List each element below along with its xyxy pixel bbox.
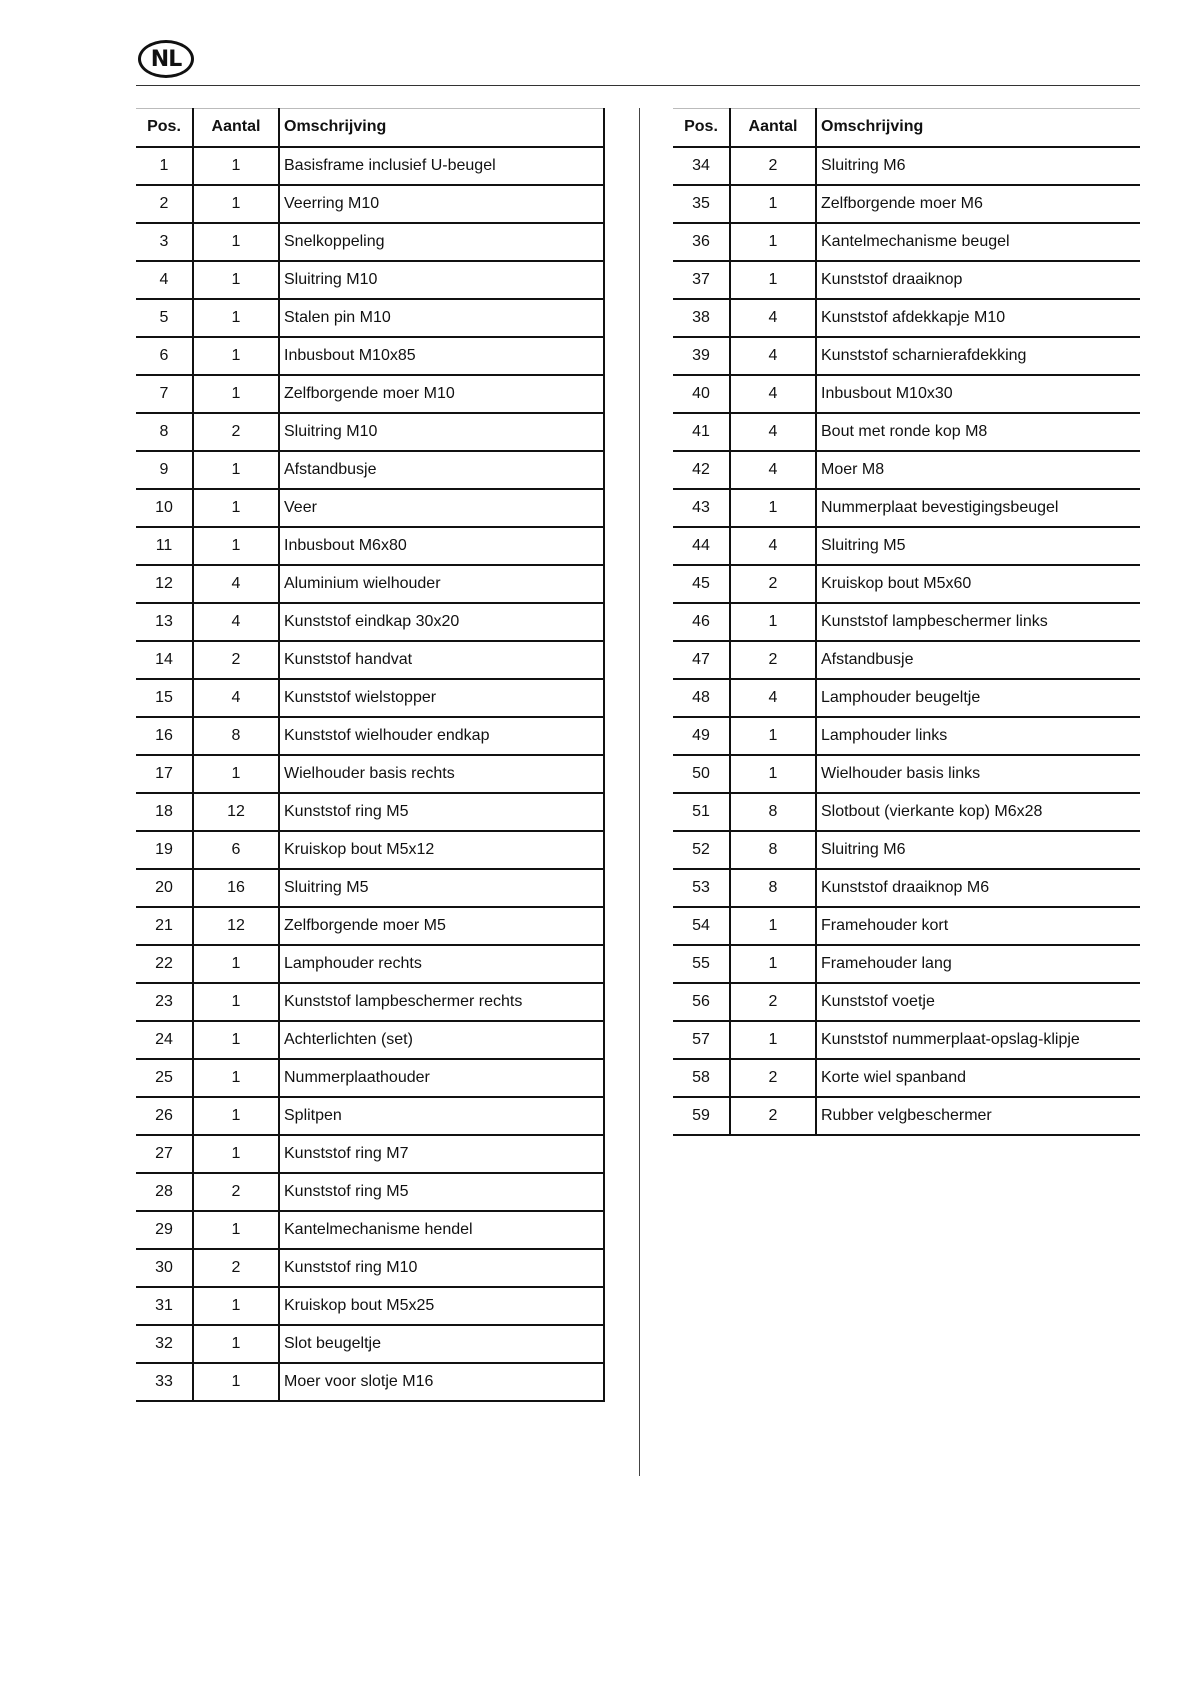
table-row xyxy=(136,147,604,185)
cell-description: Kruiskop bout M5x12 xyxy=(279,831,604,869)
table-row xyxy=(673,755,1140,793)
table-row xyxy=(673,147,1140,185)
cell-quantity: 2 xyxy=(730,565,816,603)
cell-pos: 58 xyxy=(673,1059,730,1097)
table-row xyxy=(136,983,604,1021)
cell-description: Nummerplaathouder xyxy=(279,1059,604,1097)
cell-quantity: 2 xyxy=(730,983,816,1021)
cell-quantity: 1 xyxy=(193,375,279,413)
cell-pos: 56 xyxy=(673,983,730,1021)
cell-description: Kunststof handvat xyxy=(279,641,604,679)
cell-pos: 23 xyxy=(136,983,193,1021)
cell-quantity: 1 xyxy=(193,1287,279,1325)
cell-quantity: 1 xyxy=(193,1059,279,1097)
table-row xyxy=(136,1363,604,1401)
cell-description: Sluitring M5 xyxy=(816,527,1140,565)
cell-pos: 26 xyxy=(136,1097,193,1135)
table-row xyxy=(673,375,1140,413)
table-row xyxy=(136,565,604,603)
cell-pos: 57 xyxy=(673,1021,730,1059)
cell-description: Sluitring M6 xyxy=(816,147,1140,185)
cell-quantity: 2 xyxy=(730,1059,816,1097)
cell-quantity: 2 xyxy=(730,1097,816,1135)
header-pos: Pos. xyxy=(673,109,730,147)
cell-quantity: 12 xyxy=(193,907,279,945)
table-row xyxy=(673,299,1140,337)
cell-pos: 24 xyxy=(136,1021,193,1059)
cell-pos: 11 xyxy=(136,527,193,565)
table-row xyxy=(136,489,604,527)
table-row xyxy=(673,1097,1140,1135)
table-row xyxy=(136,413,604,451)
table-row xyxy=(673,831,1140,869)
parts-table-left xyxy=(136,108,605,1402)
cell-description: Slotbout (vierkante kop) M6x28 xyxy=(816,793,1140,831)
cell-quantity: 4 xyxy=(730,299,816,337)
cell-quantity: 4 xyxy=(730,451,816,489)
table-row xyxy=(673,261,1140,299)
cell-description: Splitpen xyxy=(279,1097,604,1135)
cell-quantity: 1 xyxy=(193,299,279,337)
cell-pos: 59 xyxy=(673,1097,730,1135)
cell-quantity: 1 xyxy=(193,337,279,375)
table-row xyxy=(136,261,604,299)
cell-pos: 6 xyxy=(136,337,193,375)
column-divider xyxy=(639,108,640,1476)
cell-pos: 55 xyxy=(673,945,730,983)
table-row xyxy=(673,489,1140,527)
table-row xyxy=(136,1249,604,1287)
cell-quantity: 4 xyxy=(193,603,279,641)
cell-pos: 47 xyxy=(673,641,730,679)
cell-quantity: 2 xyxy=(730,147,816,185)
cell-description: Veerring M10 xyxy=(279,185,604,223)
cell-quantity: 2 xyxy=(193,413,279,451)
cell-description: Kruiskop bout M5x60 xyxy=(816,565,1140,603)
cell-quantity: 1 xyxy=(193,451,279,489)
cell-quantity: 2 xyxy=(193,1173,279,1211)
cell-description: Wielhouder basis rechts xyxy=(279,755,604,793)
cell-description: Basisframe inclusief U-beugel xyxy=(279,147,604,185)
cell-pos: 52 xyxy=(673,831,730,869)
cell-pos: 19 xyxy=(136,831,193,869)
table-header-row xyxy=(673,109,1140,147)
table-row xyxy=(136,755,604,793)
cell-quantity: 1 xyxy=(193,147,279,185)
cell-quantity: 1 xyxy=(730,185,816,223)
cell-description: Sluitring M10 xyxy=(279,413,604,451)
cell-quantity: 4 xyxy=(730,375,816,413)
cell-pos: 34 xyxy=(673,147,730,185)
cell-pos: 44 xyxy=(673,527,730,565)
cell-description: Lamphouder beugeltje xyxy=(816,679,1140,717)
cell-description: Rubber velgbeschermer xyxy=(816,1097,1140,1135)
cell-pos: 5 xyxy=(136,299,193,337)
table-row xyxy=(673,907,1140,945)
cell-quantity: 8 xyxy=(730,869,816,907)
table-row xyxy=(673,983,1140,1021)
language-badge-nl: NL xyxy=(138,40,194,78)
header-description: Omschrijving xyxy=(279,109,604,147)
table-row xyxy=(673,641,1140,679)
table-header-row xyxy=(136,109,604,147)
cell-quantity: 1 xyxy=(193,489,279,527)
cell-quantity: 1 xyxy=(730,907,816,945)
cell-description: Kunststof wielhouder endkap xyxy=(279,717,604,755)
cell-pos: 43 xyxy=(673,489,730,527)
table-row xyxy=(136,527,604,565)
cell-description: Kunststof ring M5 xyxy=(279,1173,604,1211)
cell-pos: 13 xyxy=(136,603,193,641)
cell-description: Kantelmechanisme beugel xyxy=(816,223,1140,261)
cell-pos: 35 xyxy=(673,185,730,223)
cell-description: Kunststof ring M7 xyxy=(279,1135,604,1173)
cell-pos: 30 xyxy=(136,1249,193,1287)
table-row xyxy=(136,375,604,413)
cell-quantity: 1 xyxy=(193,1363,279,1401)
cell-quantity: 4 xyxy=(730,527,816,565)
table-row xyxy=(673,565,1140,603)
table-row xyxy=(136,1097,604,1135)
cell-quantity: 4 xyxy=(730,337,816,375)
cell-quantity: 8 xyxy=(193,717,279,755)
parts-table-left-body xyxy=(136,147,604,1401)
cell-quantity: 1 xyxy=(730,717,816,755)
cell-description: Kunststof eindkap 30x20 xyxy=(279,603,604,641)
cell-quantity: 8 xyxy=(730,831,816,869)
table-row xyxy=(673,1021,1140,1059)
cell-pos: 46 xyxy=(673,603,730,641)
cell-pos: 21 xyxy=(136,907,193,945)
table-row xyxy=(136,1135,604,1173)
cell-description: Kunststof ring M10 xyxy=(279,1249,604,1287)
table-row xyxy=(673,185,1140,223)
cell-quantity: 1 xyxy=(193,1135,279,1173)
cell-description: Stalen pin M10 xyxy=(279,299,604,337)
cell-pos: 42 xyxy=(673,451,730,489)
cell-description: Kunststof draaiknop xyxy=(816,261,1140,299)
cell-pos: 40 xyxy=(673,375,730,413)
cell-pos: 48 xyxy=(673,679,730,717)
header-quantity: Aantal xyxy=(193,109,279,147)
table-row xyxy=(136,337,604,375)
cell-quantity: 1 xyxy=(730,1021,816,1059)
table-row xyxy=(136,299,604,337)
header-description: Omschrijving xyxy=(816,109,1140,147)
cell-quantity: 1 xyxy=(193,223,279,261)
cell-description: Zelfborgende moer M5 xyxy=(279,907,604,945)
table-row xyxy=(136,223,604,261)
cell-description: Korte wiel spanband xyxy=(816,1059,1140,1097)
table-row xyxy=(136,641,604,679)
cell-pos: 51 xyxy=(673,793,730,831)
cell-quantity: 4 xyxy=(730,679,816,717)
cell-description: Kunststof lampbeschermer links xyxy=(816,603,1140,641)
cell-description: Veer xyxy=(279,489,604,527)
cell-description: Kunststof scharnierafdekking xyxy=(816,337,1140,375)
cell-description: Inbusbout M10x30 xyxy=(816,375,1140,413)
table-row xyxy=(673,793,1140,831)
table-row xyxy=(673,223,1140,261)
cell-pos: 3 xyxy=(136,223,193,261)
table-row xyxy=(136,1287,604,1325)
cell-pos: 9 xyxy=(136,451,193,489)
cell-description: Kruiskop bout M5x25 xyxy=(279,1287,604,1325)
cell-description: Sluitring M5 xyxy=(279,869,604,907)
cell-pos: 53 xyxy=(673,869,730,907)
parts-table-right xyxy=(673,108,1140,1136)
cell-pos: 20 xyxy=(136,869,193,907)
cell-quantity: 4 xyxy=(730,413,816,451)
cell-quantity: 1 xyxy=(193,185,279,223)
cell-description: Sluitring M10 xyxy=(279,261,604,299)
cell-pos: 16 xyxy=(136,717,193,755)
table-row xyxy=(136,945,604,983)
table-row xyxy=(136,451,604,489)
table-row xyxy=(136,1173,604,1211)
table-row xyxy=(673,869,1140,907)
cell-description: Lamphouder links xyxy=(816,717,1140,755)
cell-pos: 36 xyxy=(673,223,730,261)
cell-description: Afstandbusje xyxy=(279,451,604,489)
cell-pos: 18 xyxy=(136,793,193,831)
table-row xyxy=(136,1325,604,1363)
cell-description: Slot beugeltje xyxy=(279,1325,604,1363)
table-row xyxy=(136,1211,604,1249)
cell-pos: 7 xyxy=(136,375,193,413)
table-row xyxy=(673,337,1140,375)
cell-pos: 25 xyxy=(136,1059,193,1097)
cell-pos: 28 xyxy=(136,1173,193,1211)
cell-quantity: 6 xyxy=(193,831,279,869)
cell-description: Moer voor slotje M16 xyxy=(279,1363,604,1401)
table-row xyxy=(673,451,1140,489)
table-row xyxy=(136,679,604,717)
cell-pos: 14 xyxy=(136,641,193,679)
cell-quantity: 1 xyxy=(193,1097,279,1135)
table-row xyxy=(136,185,604,223)
cell-quantity: 1 xyxy=(193,1211,279,1249)
cell-pos: 32 xyxy=(136,1325,193,1363)
cell-pos: 10 xyxy=(136,489,193,527)
cell-description: Kunststof voetje xyxy=(816,983,1140,1021)
table-row xyxy=(673,413,1140,451)
cell-pos: 50 xyxy=(673,755,730,793)
cell-description: Aluminium wielhouder xyxy=(279,565,604,603)
table-row xyxy=(136,717,604,755)
cell-pos: 37 xyxy=(673,261,730,299)
table-row xyxy=(136,831,604,869)
cell-pos: 12 xyxy=(136,565,193,603)
cell-quantity: 1 xyxy=(730,755,816,793)
cell-description: Kantelmechanisme hendel xyxy=(279,1211,604,1249)
header-quantity: Aantal xyxy=(730,109,816,147)
cell-quantity: 1 xyxy=(193,983,279,1021)
cell-quantity: 2 xyxy=(193,1249,279,1287)
header-divider xyxy=(136,85,1140,86)
cell-quantity: 1 xyxy=(193,945,279,983)
cell-description: Kunststof draaiknop M6 xyxy=(816,869,1140,907)
cell-description: Snelkoppeling xyxy=(279,223,604,261)
cell-description: Kunststof afdekkapje M10 xyxy=(816,299,1140,337)
cell-description: Lamphouder rechts xyxy=(279,945,604,983)
cell-description: Kunststof wielstopper xyxy=(279,679,604,717)
cell-quantity: 4 xyxy=(193,565,279,603)
cell-description: Framehouder lang xyxy=(816,945,1140,983)
cell-quantity: 16 xyxy=(193,869,279,907)
cell-description: Afstandbusje xyxy=(816,641,1140,679)
cell-quantity: 1 xyxy=(193,755,279,793)
cell-pos: 8 xyxy=(136,413,193,451)
cell-pos: 2 xyxy=(136,185,193,223)
cell-description: Zelfborgende moer M6 xyxy=(816,185,1140,223)
cell-description: Kunststof ring M5 xyxy=(279,793,604,831)
parts-table-right-body xyxy=(673,147,1140,1135)
cell-quantity: 2 xyxy=(193,641,279,679)
cell-quantity: 8 xyxy=(730,793,816,831)
cell-quantity: 1 xyxy=(193,1021,279,1059)
cell-quantity: 1 xyxy=(193,261,279,299)
cell-pos: 54 xyxy=(673,907,730,945)
cell-pos: 39 xyxy=(673,337,730,375)
cell-quantity: 1 xyxy=(193,527,279,565)
cell-quantity: 2 xyxy=(730,641,816,679)
cell-quantity: 12 xyxy=(193,793,279,831)
table-row xyxy=(673,527,1140,565)
table-row xyxy=(673,603,1140,641)
cell-pos: 1 xyxy=(136,147,193,185)
cell-quantity: 1 xyxy=(193,1325,279,1363)
cell-pos: 49 xyxy=(673,717,730,755)
cell-pos: 31 xyxy=(136,1287,193,1325)
cell-description: Inbusbout M6x80 xyxy=(279,527,604,565)
table-row xyxy=(673,679,1140,717)
cell-pos: 41 xyxy=(673,413,730,451)
table-row xyxy=(136,1059,604,1097)
cell-description: Bout met ronde kop M8 xyxy=(816,413,1140,451)
table-row xyxy=(136,793,604,831)
cell-pos: 38 xyxy=(673,299,730,337)
cell-description: Sluitring M6 xyxy=(816,831,1140,869)
cell-quantity: 1 xyxy=(730,223,816,261)
cell-quantity: 1 xyxy=(730,489,816,527)
table-row xyxy=(673,945,1140,983)
cell-pos: 29 xyxy=(136,1211,193,1249)
cell-quantity: 1 xyxy=(730,261,816,299)
cell-description: Achterlichten (set) xyxy=(279,1021,604,1059)
table-row xyxy=(136,603,604,641)
cell-pos: 4 xyxy=(136,261,193,299)
cell-quantity: 4 xyxy=(193,679,279,717)
cell-quantity: 1 xyxy=(730,603,816,641)
cell-pos: 17 xyxy=(136,755,193,793)
table-row xyxy=(136,907,604,945)
header-pos: Pos. xyxy=(136,109,193,147)
cell-description: Kunststof lampbeschermer rechts xyxy=(279,983,604,1021)
table-row xyxy=(673,717,1140,755)
cell-pos: 22 xyxy=(136,945,193,983)
cell-quantity: 1 xyxy=(730,945,816,983)
cell-pos: 33 xyxy=(136,1363,193,1401)
table-row xyxy=(136,869,604,907)
table-row xyxy=(673,1059,1140,1097)
cell-description: Moer M8 xyxy=(816,451,1140,489)
cell-pos: 15 xyxy=(136,679,193,717)
cell-description: Kunststof nummerplaat-opslag-klipje xyxy=(816,1021,1140,1059)
cell-pos: 45 xyxy=(673,565,730,603)
cell-pos: 27 xyxy=(136,1135,193,1173)
table-row xyxy=(136,1021,604,1059)
cell-description: Wielhouder basis links xyxy=(816,755,1140,793)
cell-description: Inbusbout M10x85 xyxy=(279,337,604,375)
cell-description: Zelfborgende moer M10 xyxy=(279,375,604,413)
cell-description: Framehouder kort xyxy=(816,907,1140,945)
cell-description: Nummerplaat bevestigingsbeugel xyxy=(816,489,1140,527)
